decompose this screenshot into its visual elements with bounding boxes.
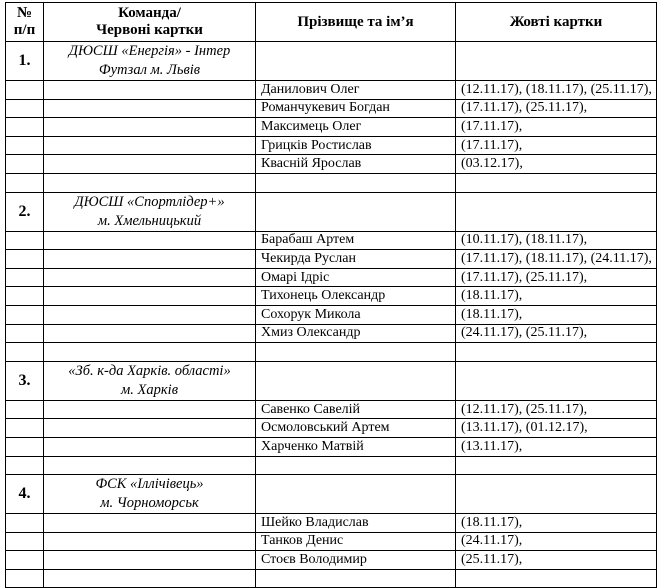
red-cards-cell (44, 155, 256, 174)
empty-cell (256, 456, 456, 475)
empty-cell (6, 514, 44, 533)
yellow-cards: (12.11.17), (25.11.17), (456, 400, 657, 419)
red-cards-cell (44, 305, 256, 324)
team-name-line1: ФСК «Іллічівець» (95, 476, 204, 493)
empty-cell (456, 361, 657, 400)
empty-cell (456, 192, 657, 231)
red-cards-cell (44, 250, 256, 269)
empty-cell (6, 569, 44, 588)
spacer-row (6, 569, 657, 588)
player-row (6, 268, 657, 287)
player-row (6, 532, 657, 551)
empty-cell (6, 343, 44, 362)
empty-cell (6, 250, 44, 269)
header-yellow: Жовті картки (456, 3, 657, 42)
player-row (6, 155, 657, 174)
yellow-cards: (10.11.17), (18.11.17), (456, 231, 657, 250)
player-row (6, 419, 657, 438)
yellow-cards: (18.11.17), (456, 287, 657, 306)
empty-cell (256, 192, 456, 231)
player-name: Данилович Олег (256, 81, 456, 100)
empty-cell (6, 532, 44, 551)
red-cards-cell (44, 231, 256, 250)
yellow-cards: (18.11.17), (456, 305, 657, 324)
red-cards-cell (44, 514, 256, 533)
player-name: Омарі Ідріс (256, 268, 456, 287)
red-cards-cell (44, 81, 256, 100)
yellow-cards: (13.11.17), (01.12.17), (456, 419, 657, 438)
empty-cell (256, 569, 456, 588)
empty-cell (6, 231, 44, 250)
empty-cell (256, 361, 456, 400)
player-name: Харченко Матвій (256, 437, 456, 456)
red-cards-cell (44, 437, 256, 456)
red-cards-cell (44, 324, 256, 343)
header-team (44, 3, 256, 42)
red-cards-cell (44, 400, 256, 419)
empty-cell (6, 81, 44, 100)
spacer-row (6, 343, 657, 362)
player-row (6, 81, 657, 100)
player-name: Осмоловський Артем (256, 419, 456, 438)
header-team-line2: Червоні картки (96, 22, 203, 38)
player-name: Сохорук Микола (256, 305, 456, 324)
empty-cell (6, 456, 44, 475)
team-row (6, 361, 657, 400)
empty-cell (456, 456, 657, 475)
empty-cell (6, 173, 44, 192)
red-cards-cell (44, 118, 256, 137)
team-number: 1. (6, 42, 44, 81)
red-cards-cell (44, 287, 256, 306)
team-name-line2: м. Хмельницький (97, 212, 202, 229)
player-row (6, 287, 657, 306)
table-body (6, 42, 657, 588)
player-row (6, 400, 657, 419)
team-name-line2: Футзал м. Львів (98, 62, 201, 78)
empty-cell (256, 173, 456, 192)
player-row (6, 514, 657, 533)
team-number: 3. (6, 361, 44, 400)
yellow-cards: (17.11.17), (25.11.17), (456, 268, 657, 287)
empty-cell (6, 268, 44, 287)
team-name-line2: м. Харків (121, 381, 178, 398)
empty-cell (6, 400, 44, 419)
yellow-cards: (17.11.17), (456, 118, 657, 137)
yellow-cards: (24.11.17), (456, 532, 657, 551)
yellow-cards: (17.11.17), (25.11.17), (456, 99, 657, 118)
empty-cell (6, 287, 44, 306)
player-row (6, 324, 657, 343)
player-row (6, 305, 657, 324)
red-cards-cell (44, 136, 256, 155)
empty-cell (44, 173, 256, 192)
cards-table (5, 2, 657, 588)
empty-cell (456, 42, 657, 81)
player-name: Грицків Ростислав (256, 136, 456, 155)
red-cards-cell (44, 419, 256, 438)
team-name (44, 192, 256, 231)
team-name (44, 42, 256, 81)
header-team-line1: Команда/ (118, 5, 181, 21)
empty-cell (6, 551, 44, 570)
team-number: 4. (6, 475, 44, 514)
player-name: Тихонець Олександр (256, 287, 456, 306)
spacer-row (6, 173, 657, 192)
yellow-cards: (24.11.17), (25.11.17), (456, 324, 657, 343)
empty-cell (456, 569, 657, 588)
team-name-line1: ДЮСШ «Спортлідер+» (74, 193, 225, 210)
yellow-cards: (12.11.17), (18.11.17), (25.11.17), (456, 81, 657, 100)
team-name-line1: ДЮСШ «Енергія» - Інтер (68, 43, 231, 59)
team-name-line2: м. Чорноморськ (100, 495, 199, 512)
red-cards-cell (44, 99, 256, 118)
empty-cell (44, 456, 256, 475)
empty-cell (256, 42, 456, 81)
empty-cell (6, 99, 44, 118)
empty-cell (256, 343, 456, 362)
player-row (6, 118, 657, 137)
player-row (6, 231, 657, 250)
empty-cell (44, 569, 256, 588)
yellow-cards: (17.11.17), (18.11.17), (24.11.17), (456, 250, 657, 269)
empty-cell (256, 475, 456, 514)
yellow-cards: (17.11.17), (456, 136, 657, 155)
player-name: Танков Денис (256, 532, 456, 551)
player-row (6, 99, 657, 118)
player-row (6, 136, 657, 155)
empty-cell (456, 173, 657, 192)
empty-cell (6, 136, 44, 155)
player-row (6, 250, 657, 269)
player-row (6, 437, 657, 456)
team-number: 2. (6, 192, 44, 231)
red-cards-cell (44, 532, 256, 551)
team-name-line1: «Зб. к-да Харків. області» (68, 362, 231, 379)
empty-cell (44, 343, 256, 362)
yellow-cards: (18.11.17), (456, 514, 657, 533)
player-name: Шейко Владислав (256, 514, 456, 533)
player-name: Чекирда Руслан (256, 250, 456, 269)
spacer-row (6, 456, 657, 475)
empty-cell (6, 155, 44, 174)
player-row (6, 551, 657, 570)
empty-cell (6, 437, 44, 456)
player-name: Савенко Савелій (256, 400, 456, 419)
header-num (6, 3, 44, 42)
team-name (44, 475, 256, 514)
player-name: Барабаш Артем (256, 231, 456, 250)
red-cards-cell (44, 551, 256, 570)
red-cards-cell (44, 268, 256, 287)
yellow-cards: (25.11.17), (456, 551, 657, 570)
player-name: Стоєв Володимир (256, 551, 456, 570)
team-row (6, 42, 657, 81)
header-name: Прізвище та ім’я (256, 3, 456, 42)
team-row (6, 192, 657, 231)
empty-cell (6, 118, 44, 137)
player-name: Романчукевич Богдан (256, 99, 456, 118)
empty-cell (456, 343, 657, 362)
player-name: Хмиз Олександр (256, 324, 456, 343)
team-row (6, 475, 657, 514)
player-name: Квасній Ярослав (256, 155, 456, 174)
header-row (6, 3, 657, 42)
team-name (44, 361, 256, 400)
yellow-cards: (13.11.17), (456, 437, 657, 456)
empty-cell (456, 475, 657, 514)
empty-cell (6, 324, 44, 343)
header-num-line2: п/п (13, 22, 36, 38)
player-name: Максимець Олег (256, 118, 456, 137)
empty-cell (6, 419, 44, 438)
empty-cell (6, 305, 44, 324)
header-num-line1: № (16, 5, 33, 21)
yellow-cards: (03.12.17), (456, 155, 657, 174)
